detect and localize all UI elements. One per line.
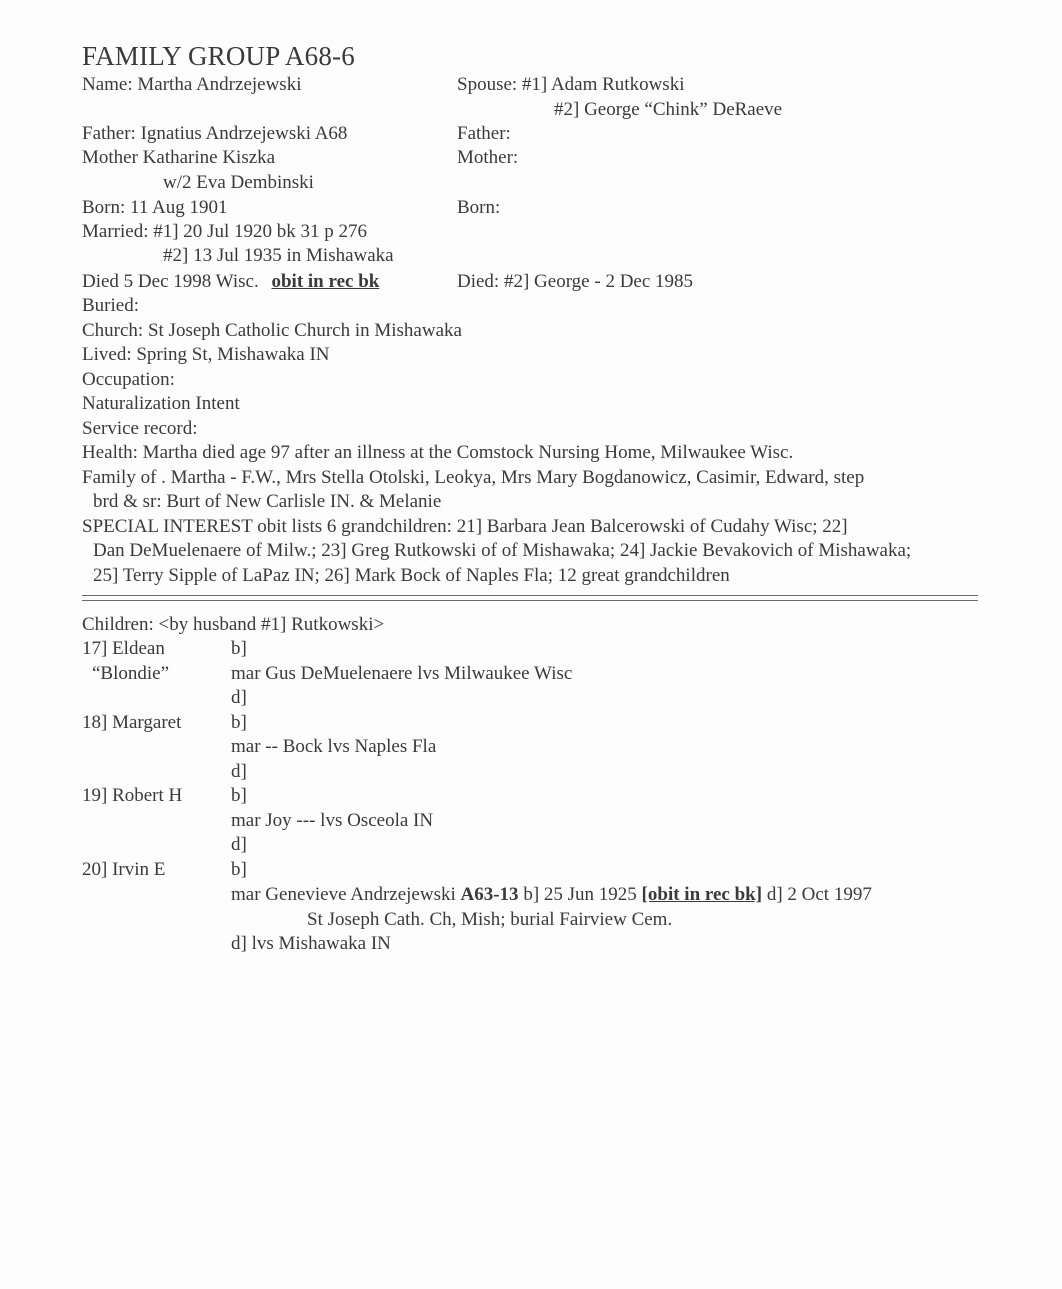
- born-line: Born: 11 Aug 1901: [82, 197, 228, 218]
- child-19-married: mar Joy --- lvs Osceola IN: [231, 810, 434, 831]
- page-title: FAMILY GROUP A68-6: [82, 41, 355, 71]
- special-interest-2: Dan DeMuelenaere of Milw.; 23] Greg Rutkowski of of Mishawaka; 24] Jackie Bevakovich of Mishawaka;: [93, 540, 912, 561]
- child-18-married: mar -- Bock lvs Naples Fla: [231, 736, 437, 757]
- married-2-line: #2] 13 Jul 1935 in Mishawaka: [163, 245, 394, 266]
- child-17-name: 17] Eldean: [82, 638, 165, 659]
- child-20-spouse-church: St Joseph Cath. Ch, Mish; burial Fairview Cem.: [307, 909, 673, 930]
- occupation-line: Occupation:: [82, 369, 175, 390]
- child-20-married: [231, 883, 872, 907]
- child-20-name: 20] Irvin E: [82, 859, 166, 880]
- child-20-spouse-died: d] 2 Oct 1997: [762, 884, 872, 905]
- spouse-2: #2] George “Chink” DeRaeve: [554, 99, 783, 120]
- child-20-spouse-born: b] 25 Jun 1925: [518, 884, 642, 905]
- married-1-line: Married: #1] 20 Jul 1920 bk 31 p 276: [82, 221, 367, 242]
- children-heading: Children: <by husband #1] Rutkowski>: [82, 614, 385, 635]
- child-19-name: 19] Robert H: [82, 785, 183, 806]
- child-17-married: mar Gus DeMuelenaere lvs Milwaukee Wisc: [231, 663, 573, 684]
- child-17-born: b]: [231, 638, 247, 659]
- died-text: Died 5 Dec 1998 Wisc.: [82, 271, 259, 292]
- mother-line: Mother Katharine Kiszka: [82, 147, 276, 168]
- spouse-died-line: Died: #2] George - 2 Dec 1985: [457, 271, 694, 292]
- child-20-spouse-ref: A63-13: [460, 884, 519, 905]
- section-divider: [82, 595, 978, 601]
- spouse-mother-line: Mother:: [457, 147, 519, 168]
- family-line-1: Family of . Martha - F.W., Mrs Stella Otolski, Leokya, Mrs Mary Bogdanowicz, Casimir, Edward, step: [82, 467, 865, 488]
- child-17-nickname: “Blondie”: [92, 663, 170, 684]
- child-17-died: d]: [231, 687, 247, 708]
- child-20-died: d] lvs Mishawaka IN: [231, 933, 391, 954]
- child-20-obit-reference: [obit in rec bk]: [641, 884, 763, 905]
- child-18-name: 18] Margaret: [82, 712, 182, 733]
- child-19-born: b]: [231, 785, 247, 806]
- child-20-born: b]: [231, 859, 247, 880]
- health-line: Health: Martha died age 97 after an illness at the Comstock Nursing Home, Milwaukee Wisc.: [82, 442, 794, 463]
- child-18-born: b]: [231, 712, 247, 733]
- naturalization-line: Naturalization Intent: [82, 393, 240, 414]
- child-20-spouse: mar Genevieve Andrzejewski: [231, 884, 461, 905]
- spouse-1: Spouse: #1] Adam Rutkowski: [457, 74, 685, 95]
- lived-line: Lived: Spring St, Mishawaka IN: [82, 344, 330, 365]
- child-19-died: d]: [231, 834, 247, 855]
- special-interest-1: SPECIAL INTEREST obit lists 6 grandchildren: 21] Barbara Jean Balcerowski of Cudahy Wisc; 22]: [82, 516, 848, 537]
- spouse-father-line: Father:: [457, 123, 511, 144]
- died-line: [82, 270, 379, 294]
- mother-second-wife: w/2 Eva Dembinski: [163, 172, 314, 193]
- service-record-line: Service record:: [82, 418, 198, 439]
- family-line-2: brd & sr: Burt of New Carlisle IN. & Melanie: [93, 491, 442, 512]
- obit-reference: obit in rec bk: [271, 271, 380, 292]
- subject-name: Name: Martha Andrzejewski: [82, 74, 302, 95]
- father-line: Father: Ignatius Andrzejewski A68: [82, 123, 348, 144]
- special-interest-3: 25] Terry Sipple of LaPaz IN; 26] Mark Bock of Naples Fla; 12 great grandchildren: [93, 565, 730, 586]
- church-line: Church: St Joseph Catholic Church in Mishawaka: [82, 320, 462, 341]
- buried-line: Buried:: [82, 295, 139, 316]
- child-18-died: d]: [231, 761, 247, 782]
- spouse-born-line: Born:: [457, 197, 501, 218]
